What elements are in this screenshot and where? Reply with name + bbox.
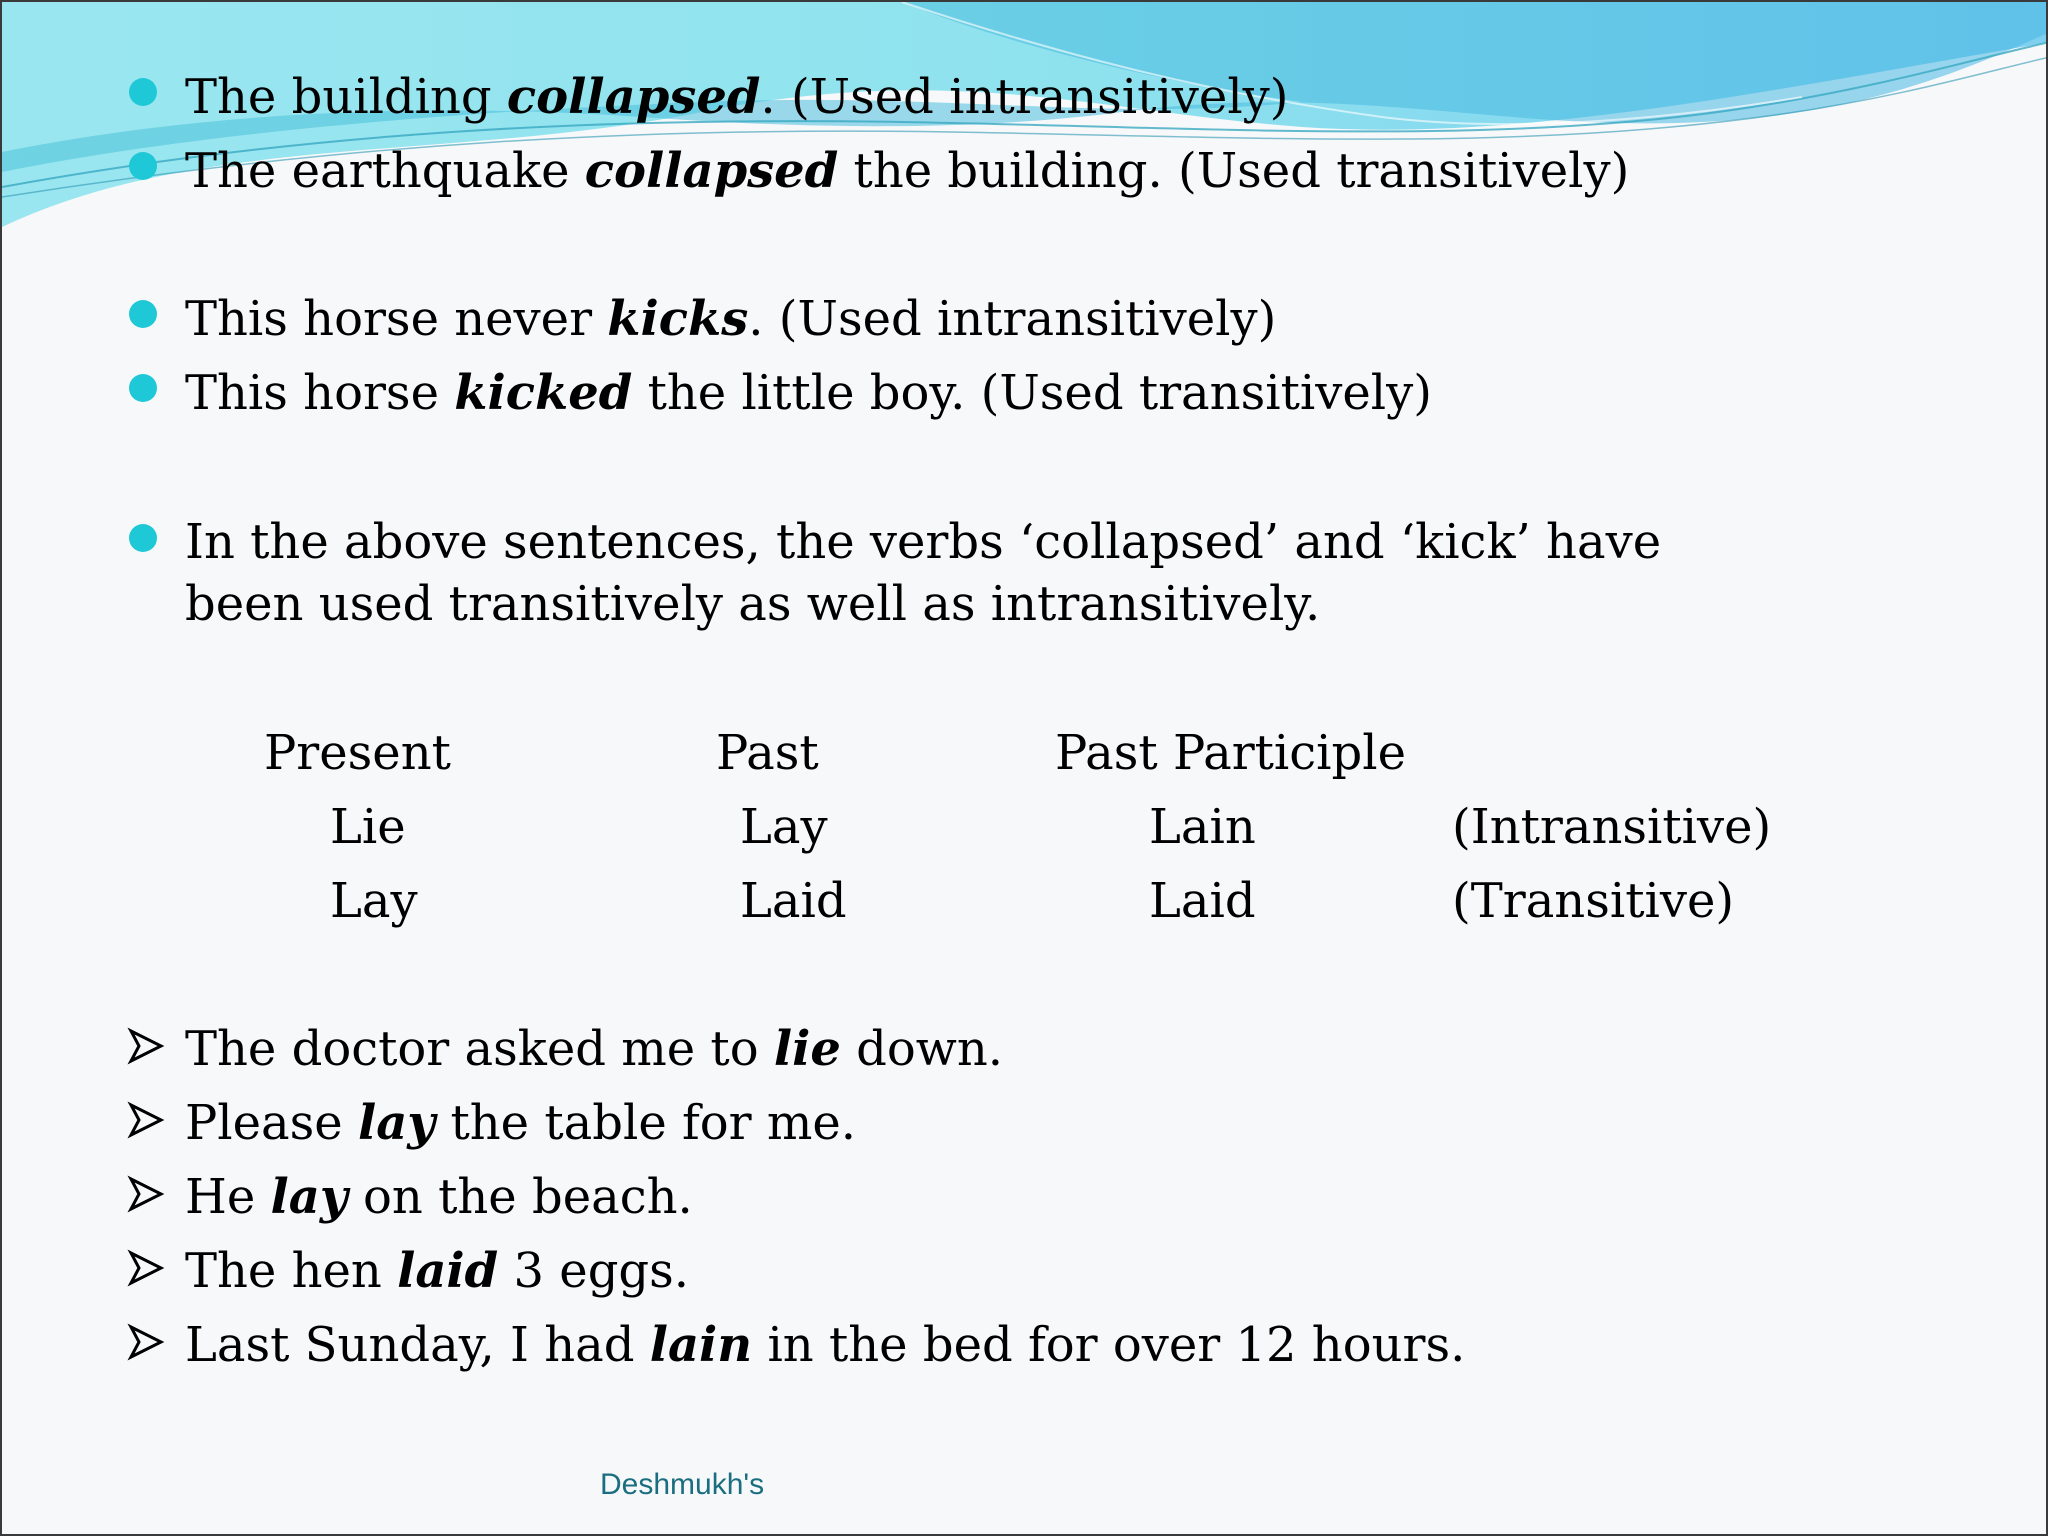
sentence-text: down. — [840, 1021, 1003, 1077]
bullet-dot-icon — [129, 524, 157, 552]
sentence-text: the table for me. — [435, 1095, 857, 1151]
sentence-text: He — [185, 1169, 271, 1225]
sentence-text: The hen — [185, 1243, 398, 1299]
footer-text: Deshmukh's — [600, 1468, 765, 1501]
verb-emphasis: laid — [397, 1243, 499, 1299]
sentence-text: on the beach. — [347, 1169, 693, 1225]
table-cell-present: Lie — [330, 799, 406, 855]
table-cell-past: Lay — [740, 799, 828, 855]
sentence-text: Please — [185, 1095, 358, 1151]
bullet-dot-icon — [129, 152, 157, 180]
example-line — [185, 1314, 1465, 1376]
table-cell-past: Laid — [740, 873, 847, 929]
example-line — [185, 1018, 1003, 1080]
arrow-bullet-icon — [127, 1027, 165, 1065]
table-header-present: Present — [264, 725, 451, 781]
verb-emphasis: collapsed — [506, 69, 761, 125]
sentence-text: 3 eggs. — [498, 1243, 690, 1299]
verb-emphasis: lay — [270, 1169, 348, 1225]
bullet-dot-icon — [129, 78, 157, 106]
sentence-text: The building — [185, 69, 507, 125]
sentence-text: the little boy. (Used transitively) — [632, 365, 1432, 421]
sentence-text: . (Used intransitively) — [760, 69, 1289, 125]
verb-emphasis: lain — [649, 1317, 753, 1373]
sentence-text: The doctor asked me to — [185, 1021, 774, 1077]
sentence-text: This horse — [185, 365, 455, 421]
arrow-bullet-icon — [127, 1249, 165, 1287]
example-line — [185, 1240, 689, 1302]
verb-emphasis: kicked — [454, 365, 633, 421]
table-cell-type: (Transitive) — [1452, 873, 1735, 929]
table-cell-present: Lay — [330, 873, 418, 929]
verb-emphasis: lie — [773, 1021, 841, 1077]
bullet-line — [185, 140, 1629, 202]
bullet-line — [185, 362, 1432, 424]
bullet-dot-icon — [129, 374, 157, 402]
sentence-text: This horse never — [185, 291, 608, 347]
table-cell-type: (Intransitive) — [1452, 799, 1772, 855]
bullet-line — [185, 288, 1276, 350]
sentence-text: . (Used intransitively) — [748, 291, 1277, 347]
bullet-dot-icon — [129, 300, 157, 328]
arrow-bullet-icon — [127, 1101, 165, 1139]
verb-emphasis: lay — [357, 1095, 436, 1151]
summary-paragraph: In the above sentences, the verbs ‘collapsed’ and ‘kick’ have been used transitively as well as intransitively. — [185, 514, 1662, 632]
sentence-text: the building. (Used transitively) — [838, 143, 1630, 199]
sentence-text: The earthquake — [185, 143, 585, 199]
verb-emphasis: kicks — [607, 291, 749, 347]
bullet-line — [185, 66, 1289, 128]
table-header-past: Past — [716, 725, 819, 781]
verb-emphasis: collapsed — [584, 143, 839, 199]
example-line — [185, 1166, 693, 1228]
table-cell-participle: Lain — [1149, 799, 1256, 855]
arrow-bullet-icon — [127, 1323, 165, 1361]
sentence-text: in the bed for over 12 hours. — [752, 1317, 1466, 1373]
sentence-text: Last Sunday, I had — [185, 1317, 650, 1373]
table-cell-participle: Laid — [1149, 873, 1256, 929]
arrow-bullet-icon — [127, 1175, 165, 1213]
table-header-past-participle: Past Participle — [1055, 725, 1406, 781]
example-line — [185, 1092, 856, 1154]
